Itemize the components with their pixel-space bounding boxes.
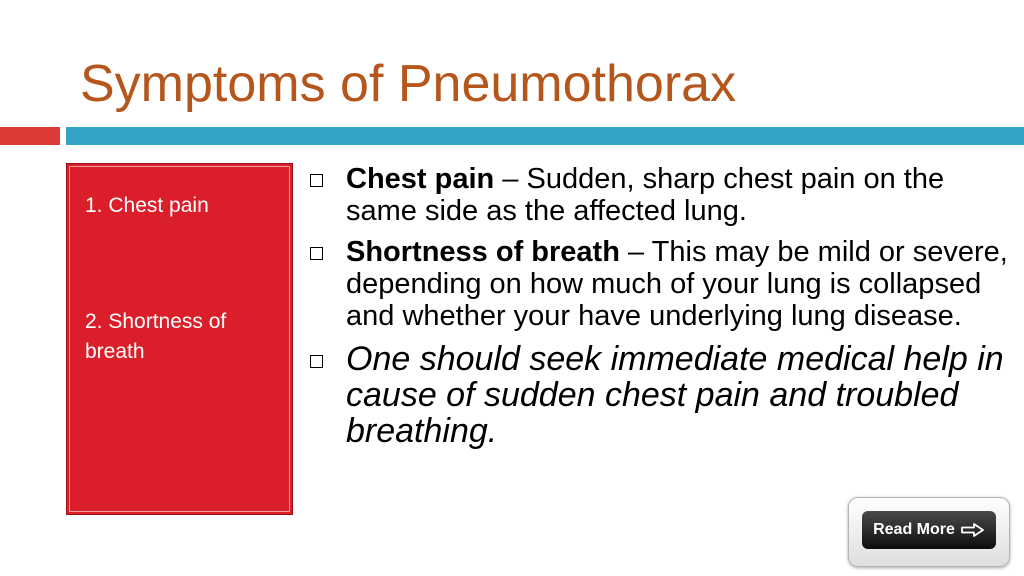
bullet-seek-help bbox=[306, 341, 1018, 449]
bullet-heading: Chest pain bbox=[346, 163, 495, 195]
read-more-button[interactable] bbox=[848, 497, 1010, 567]
bullet-chest-pain bbox=[306, 163, 1018, 227]
title-accent-bar-red bbox=[0, 127, 60, 145]
slide-title: Symptoms of Pneumothorax bbox=[80, 55, 737, 113]
arrow-right-icon bbox=[961, 523, 985, 537]
bullet-heading: Shortness of breath bbox=[346, 236, 620, 268]
bullet-shortness-of-breath bbox=[306, 236, 1018, 332]
symptom-bullet-list bbox=[306, 163, 1018, 458]
bullet-text: – Sudden, sharp chest pain on the same side as the affected lung. bbox=[346, 163, 945, 227]
summary-item-shortness-of-breath: 2. Shortness of breath bbox=[85, 310, 227, 363]
bullet-text: One should seek immediate medical help in cause of sudden chest pain and troubled breathing. bbox=[346, 340, 1004, 450]
read-more-button-face[interactable] bbox=[862, 511, 996, 549]
summary-item-chest-pain: 1. Chest pain bbox=[85, 194, 209, 217]
read-more-label: Read More bbox=[873, 521, 955, 538]
title-accent-bar-blue bbox=[66, 127, 1024, 145]
bullet-text: – This may be mild or severe, depending on how much of your lung is collapsed and whether your have underlying lung disease. bbox=[346, 236, 1008, 332]
square-bullet-icon bbox=[310, 355, 323, 368]
symptom-summary-box bbox=[66, 163, 293, 515]
square-bullet-icon bbox=[310, 174, 323, 187]
square-bullet-icon bbox=[310, 247, 323, 260]
